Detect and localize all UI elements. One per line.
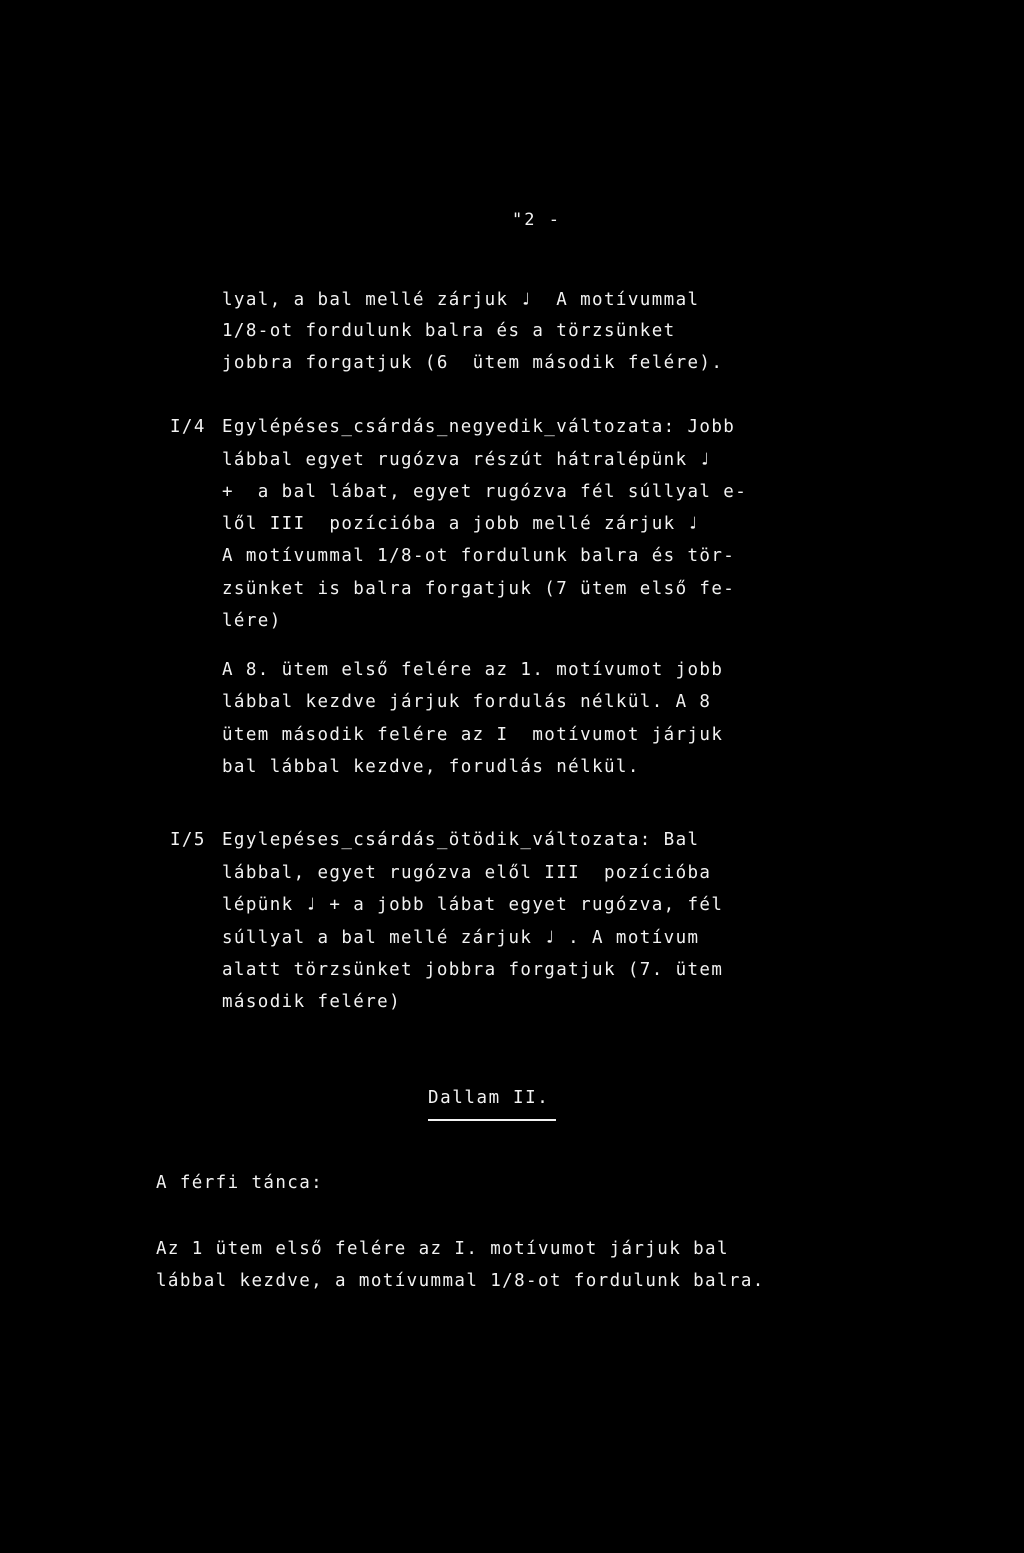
text-line: A motívummal 1/8-ot fordulunk balra és tör-: [222, 546, 736, 566]
text-line: ütem második felére az I motívumot járjuk: [222, 725, 724, 745]
text-line: jobbra forgatjuk (6 ütem második felére).: [222, 353, 724, 373]
text-line: Az 1 ütem első felére az I. motívumot járjuk bal: [156, 1239, 729, 1259]
heading-underline: [428, 1119, 556, 1121]
text-line: + a bal lábat, egyet rugózva fél súllyal e-: [222, 482, 748, 502]
text-line: lábbal egyet rugózva részút hátralépünk ♩: [222, 450, 712, 470]
text-line: súllyal a bal mellé zárjuk ♩ . A motívum: [222, 928, 700, 948]
text-line: lépünk ♩ + a jobb lábat egyet rugózva, fél: [222, 895, 724, 915]
section-label: I/5: [170, 830, 206, 850]
text-line: alatt törzsünket jobbra forgatjuk (7. ütem: [222, 960, 724, 980]
text-line: A 8. ütem első felére az 1. motívumot jobb: [222, 660, 724, 680]
text-line: lére): [222, 611, 282, 631]
text-line: Egylepéses_csárdás_ötödik_változata: Bal: [222, 830, 700, 850]
text-line: lől III pozícióba a jobb mellé zárjuk ♩: [222, 514, 700, 534]
text-line: bal lábbal kezdve, forudlás nélkül.: [222, 757, 640, 777]
section-title: A férfi tánca:: [156, 1173, 324, 1193]
text-line: második felére): [222, 992, 402, 1012]
text-line: lábbal kezdve járjuk fordulás nélkül. A 8: [222, 692, 712, 712]
text-line: Egylépéses_csárdás_negyedik_változata: Jobb: [222, 417, 736, 437]
section-heading: Dallam II.: [428, 1088, 550, 1108]
text-line: 1/8-ot fordulunk balra és a törzsünket: [222, 321, 676, 341]
section-label: I/4: [170, 417, 206, 437]
text-line: lyal, a bal mellé zárjuk ♩ A motívummal: [222, 290, 700, 310]
text-line: zsünket is balra forgatjuk (7 ütem első fe-: [222, 579, 736, 599]
page-number: "2 -: [512, 210, 561, 230]
text-line: lábbal, egyet rugózva elől III pozícióba: [222, 863, 712, 883]
text-line: lábbal kezdve, a motívummal 1/8-ot fordulunk balra.: [156, 1271, 765, 1291]
